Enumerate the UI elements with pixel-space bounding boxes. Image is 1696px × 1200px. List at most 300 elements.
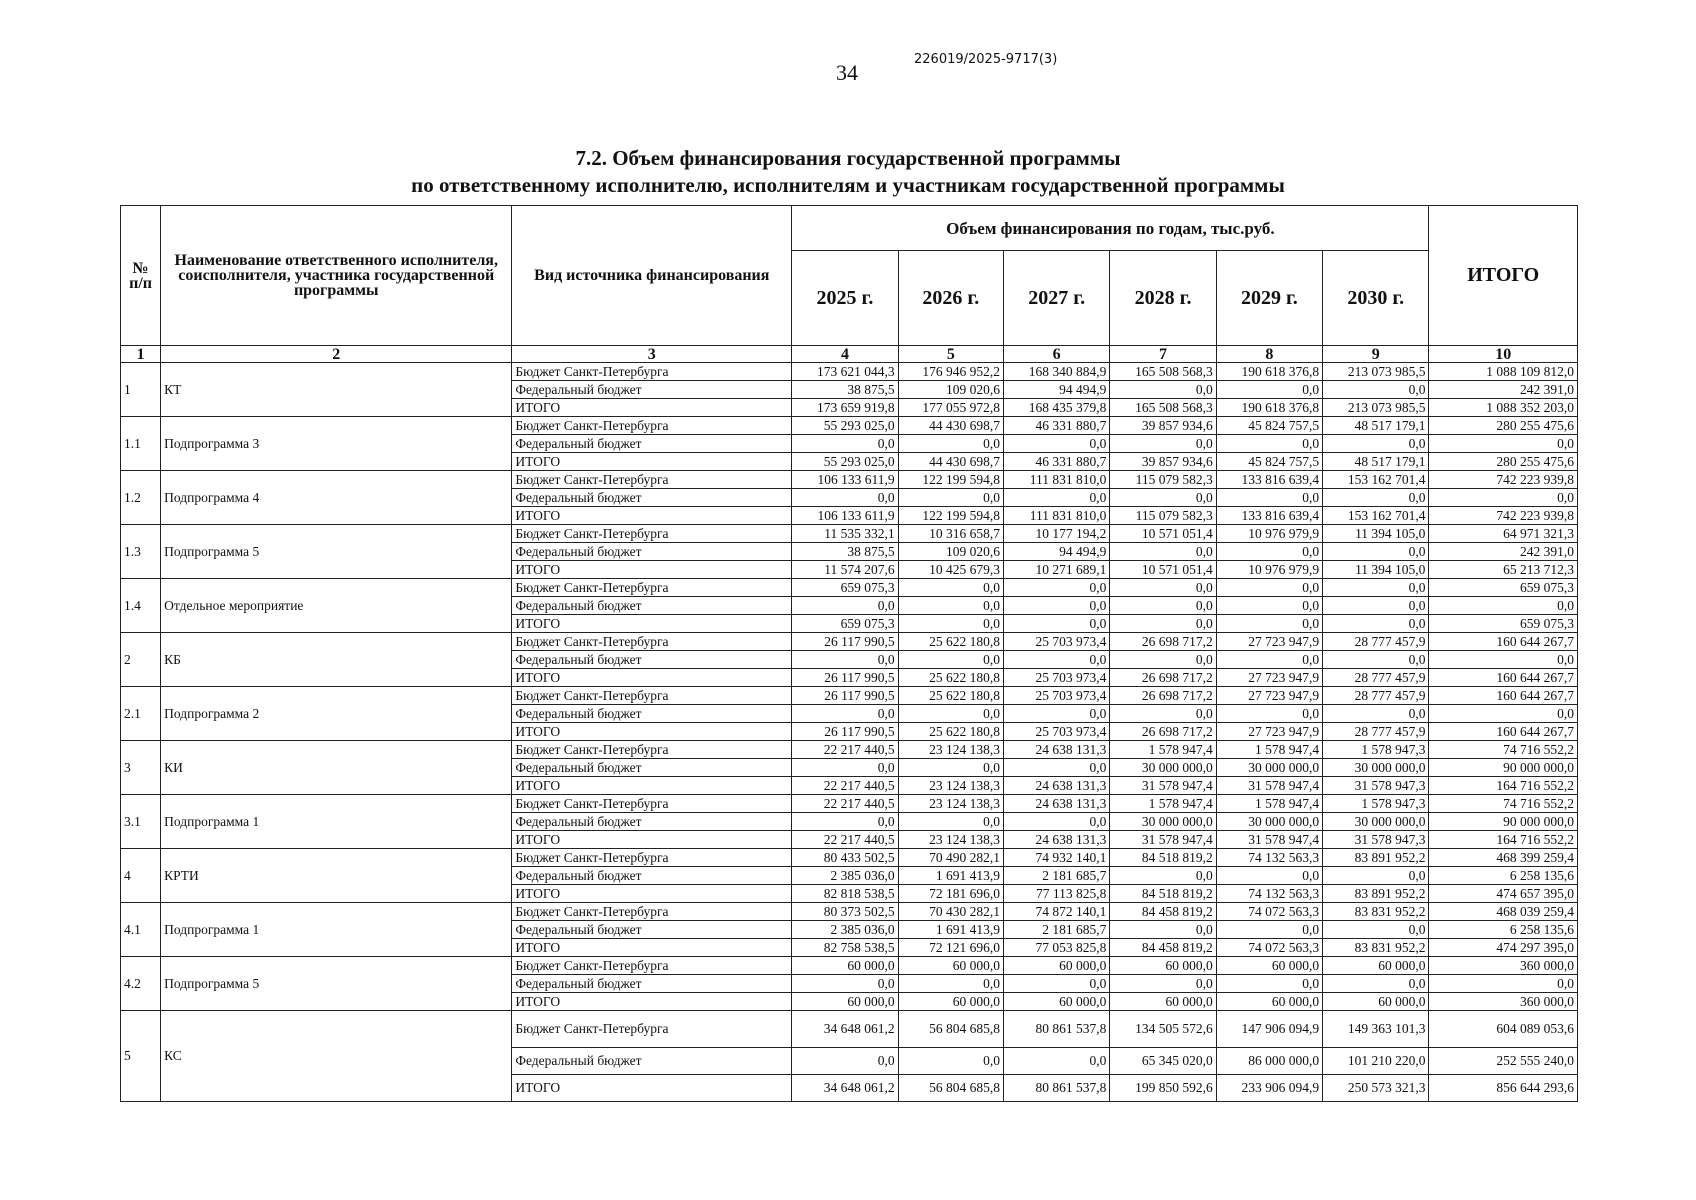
year-value: 111 831 810,0 [1004, 471, 1110, 489]
year-value: 74 132 563,3 [1216, 885, 1322, 903]
header-year-2029: 2029 г. [1216, 251, 1322, 346]
total-value: 160 644 267,7 [1429, 669, 1578, 687]
year-value: 44 430 698,7 [898, 453, 1003, 471]
year-value: 11 535 332,1 [792, 525, 898, 543]
year-value: 26 117 990,5 [792, 669, 898, 687]
header-year-2025: 2025 г. [792, 251, 898, 346]
year-value: 24 638 131,3 [1004, 741, 1110, 759]
year-value: 0,0 [1323, 867, 1429, 885]
funding-source: Федеральный бюджет [512, 1048, 792, 1075]
document-registration-number: 226019/2025-9717(3) [914, 52, 1058, 67]
year-value: 0,0 [1216, 489, 1322, 507]
year-value: 70 430 282,1 [898, 903, 1003, 921]
year-value: 24 638 131,3 [1004, 795, 1110, 813]
year-value: 1 578 947,4 [1216, 795, 1322, 813]
year-value: 34 648 061,2 [792, 1075, 898, 1102]
funding-source: Федеральный бюджет [512, 813, 792, 831]
total-value: 1 088 109 812,0 [1429, 363, 1578, 381]
year-value: 94 494,9 [1004, 381, 1110, 399]
table-title-line-1: 7.2. Объем финансирования государственной программы [575, 146, 1121, 170]
year-value: 25 703 973,4 [1004, 633, 1110, 651]
year-value: 0,0 [1110, 381, 1216, 399]
year-value: 72 121 696,0 [898, 939, 1003, 957]
year-value: 34 648 061,2 [792, 1011, 898, 1048]
total-value: 474 657 395,0 [1429, 885, 1578, 903]
year-value: 94 494,9 [1004, 543, 1110, 561]
year-value: 0,0 [1110, 705, 1216, 723]
year-value: 11 394 105,0 [1323, 561, 1429, 579]
column-index: 7 [1110, 346, 1216, 363]
year-value: 26 698 717,2 [1110, 687, 1216, 705]
year-value: 28 777 457,9 [1323, 633, 1429, 651]
year-value: 0,0 [1323, 435, 1429, 453]
year-value: 22 217 440,5 [792, 741, 898, 759]
year-value: 0,0 [1323, 597, 1429, 615]
funding-source: ИТОГО [512, 993, 792, 1011]
funding-source: ИТОГО [512, 669, 792, 687]
funding-source: Бюджет Санкт-Петербурга [512, 795, 792, 813]
year-value: 165 508 568,3 [1110, 399, 1216, 417]
header-year-2027: 2027 г. [1004, 251, 1110, 346]
year-value: 10 425 679,3 [898, 561, 1003, 579]
total-value: 160 644 267,7 [1429, 723, 1578, 741]
funding-source: ИТОГО [512, 453, 792, 471]
year-value: 0,0 [1110, 921, 1216, 939]
year-value: 82 818 538,5 [792, 885, 898, 903]
year-value: 31 578 947,4 [1110, 831, 1216, 849]
row-number: 1.3 [121, 525, 161, 579]
year-value: 10 316 658,7 [898, 525, 1003, 543]
total-value: 742 223 939,8 [1429, 507, 1578, 525]
total-value: 0,0 [1429, 975, 1578, 993]
year-value: 74 132 563,3 [1216, 849, 1322, 867]
funding-source: Федеральный бюджет [512, 381, 792, 399]
year-value: 0,0 [792, 975, 898, 993]
year-value: 23 124 138,3 [898, 831, 1003, 849]
year-value: 0,0 [1216, 435, 1322, 453]
year-value: 23 124 138,3 [898, 795, 1003, 813]
table-row [121, 741, 1578, 759]
year-value: 26 698 717,2 [1110, 723, 1216, 741]
funding-source: Бюджет Санкт-Петербурга [512, 957, 792, 975]
funding-source: Федеральный бюджет [512, 489, 792, 507]
year-value: 10 976 979,9 [1216, 561, 1322, 579]
row-number: 4.1 [121, 903, 161, 957]
total-value: 164 716 552,2 [1429, 831, 1578, 849]
year-value: 0,0 [792, 1048, 898, 1075]
year-value: 0,0 [1004, 597, 1110, 615]
executor-name: Отдельное мероприятие [161, 579, 512, 633]
year-value: 168 435 379,8 [1004, 399, 1110, 417]
column-index: 1 [121, 346, 161, 363]
funding-source: Бюджет Санкт-Петербурга [512, 525, 792, 543]
total-value: 252 555 240,0 [1429, 1048, 1578, 1075]
header-source: Вид источника финансирования [512, 206, 792, 346]
total-value: 742 223 939,8 [1429, 471, 1578, 489]
row-number: 3.1 [121, 795, 161, 849]
year-value: 72 181 696,0 [898, 885, 1003, 903]
funding-source: Федеральный бюджет [512, 543, 792, 561]
year-value: 39 857 934,6 [1110, 453, 1216, 471]
total-value: 242 391,0 [1429, 381, 1578, 399]
executor-name: Подпрограмма 5 [161, 957, 512, 1011]
year-value: 10 976 979,9 [1216, 525, 1322, 543]
year-value: 1 578 947,4 [1110, 795, 1216, 813]
year-value: 84 458 819,2 [1110, 939, 1216, 957]
year-value: 83 831 952,2 [1323, 939, 1429, 957]
executor-name: Подпрограмма 5 [161, 525, 512, 579]
header-year-2030: 2030 г. [1323, 251, 1429, 346]
row-number: 3 [121, 741, 161, 795]
year-value: 38 875,5 [792, 381, 898, 399]
year-value: 74 072 563,3 [1216, 939, 1322, 957]
year-value: 46 331 880,7 [1004, 453, 1110, 471]
funding-source: Бюджет Санкт-Петербурга [512, 633, 792, 651]
table-row [121, 363, 1578, 381]
year-value: 45 824 757,5 [1216, 453, 1322, 471]
column-index: 8 [1216, 346, 1322, 363]
year-value: 23 124 138,3 [898, 741, 1003, 759]
table-row [121, 579, 1578, 597]
year-value: 0,0 [1323, 921, 1429, 939]
year-value: 55 293 025,0 [792, 453, 898, 471]
year-value: 25 703 973,4 [1004, 687, 1110, 705]
year-value: 45 824 757,5 [1216, 417, 1322, 435]
year-value: 74 932 140,1 [1004, 849, 1110, 867]
year-value: 1 691 413,9 [898, 867, 1003, 885]
year-value: 0,0 [1110, 435, 1216, 453]
year-value: 250 573 321,3 [1323, 1075, 1429, 1102]
year-value: 0,0 [1110, 867, 1216, 885]
year-value: 0,0 [1216, 597, 1322, 615]
total-value: 1 088 352 203,0 [1429, 399, 1578, 417]
funding-source: ИТОГО [512, 831, 792, 849]
funding-source: ИТОГО [512, 1075, 792, 1102]
total-value: 74 716 552,2 [1429, 741, 1578, 759]
year-value: 115 079 582,3 [1110, 471, 1216, 489]
year-value: 30 000 000,0 [1323, 813, 1429, 831]
year-value: 60 000,0 [1110, 993, 1216, 1011]
year-value: 0,0 [1323, 651, 1429, 669]
total-value: 856 644 293,6 [1429, 1075, 1578, 1102]
table-row [121, 1011, 1578, 1048]
funding-source: Бюджет Санкт-Петербурга [512, 741, 792, 759]
financing-table [120, 205, 1578, 1102]
year-value: 0,0 [1004, 759, 1110, 777]
total-value: 360 000,0 [1429, 993, 1578, 1011]
year-value: 659 075,3 [792, 615, 898, 633]
column-index: 9 [1323, 346, 1429, 363]
total-value: 242 391,0 [1429, 543, 1578, 561]
year-value: 70 490 282,1 [898, 849, 1003, 867]
year-value: 60 000,0 [1323, 993, 1429, 1011]
table-row [121, 525, 1578, 543]
year-value: 83 891 952,2 [1323, 885, 1429, 903]
year-value: 0,0 [898, 813, 1003, 831]
table-body [121, 363, 1578, 1102]
year-value: 80 373 502,5 [792, 903, 898, 921]
funding-source: Федеральный бюджет [512, 921, 792, 939]
year-value: 48 517 179,1 [1323, 453, 1429, 471]
year-value: 44 430 698,7 [898, 417, 1003, 435]
table-row [121, 687, 1578, 705]
year-value: 27 723 947,9 [1216, 633, 1322, 651]
year-value: 0,0 [1323, 489, 1429, 507]
year-value: 1 691 413,9 [898, 921, 1003, 939]
total-value: 0,0 [1429, 705, 1578, 723]
executor-name: Подпрограмма 4 [161, 471, 512, 525]
funding-source: Федеральный бюджет [512, 597, 792, 615]
year-value: 0,0 [898, 759, 1003, 777]
year-value: 1 578 947,3 [1323, 795, 1429, 813]
year-value: 0,0 [898, 975, 1003, 993]
funding-source: Федеральный бюджет [512, 759, 792, 777]
year-value: 10 177 194,2 [1004, 525, 1110, 543]
column-index: 6 [1004, 346, 1110, 363]
funding-source: ИТОГО [512, 399, 792, 417]
year-value: 1 578 947,4 [1110, 741, 1216, 759]
table-row [121, 957, 1578, 975]
total-value: 160 644 267,7 [1429, 633, 1578, 651]
year-value: 173 621 044,3 [792, 363, 898, 381]
total-value: 64 971 321,3 [1429, 525, 1578, 543]
year-value: 74 872 140,1 [1004, 903, 1110, 921]
year-value: 0,0 [898, 435, 1003, 453]
year-value: 84 518 819,2 [1110, 885, 1216, 903]
year-value: 0,0 [1110, 543, 1216, 561]
year-value: 83 891 952,2 [1323, 849, 1429, 867]
row-number: 2.1 [121, 687, 161, 741]
total-value: 74 716 552,2 [1429, 795, 1578, 813]
year-value: 27 723 947,9 [1216, 723, 1322, 741]
year-value: 0,0 [1004, 651, 1110, 669]
funding-source: Бюджет Санкт-Петербурга [512, 363, 792, 381]
year-value: 30 000 000,0 [1216, 813, 1322, 831]
executor-name: КС [161, 1011, 512, 1102]
year-value: 213 073 985,5 [1323, 399, 1429, 417]
year-value: 30 000 000,0 [1323, 759, 1429, 777]
executor-name: КБ [161, 633, 512, 687]
year-value: 659 075,3 [792, 579, 898, 597]
year-value: 31 578 947,3 [1323, 777, 1429, 795]
year-value: 0,0 [792, 813, 898, 831]
year-value: 0,0 [792, 597, 898, 615]
header-no: № п/п [121, 206, 161, 346]
year-value: 0,0 [792, 651, 898, 669]
year-value: 0,0 [1216, 381, 1322, 399]
funding-source: ИТОГО [512, 939, 792, 957]
year-value: 0,0 [792, 435, 898, 453]
funding-source: ИТОГО [512, 777, 792, 795]
year-value: 11 394 105,0 [1323, 525, 1429, 543]
year-value: 2 181 685,7 [1004, 921, 1110, 939]
row-number: 5 [121, 1011, 161, 1102]
year-value: 22 217 440,5 [792, 831, 898, 849]
year-value: 24 638 131,3 [1004, 777, 1110, 795]
funding-source: ИТОГО [512, 723, 792, 741]
year-value: 82 758 538,5 [792, 939, 898, 957]
year-value: 0,0 [1216, 705, 1322, 723]
year-value: 28 777 457,9 [1323, 669, 1429, 687]
year-value: 106 133 611,9 [792, 471, 898, 489]
year-value: 1 578 947,4 [1216, 741, 1322, 759]
row-number: 4.2 [121, 957, 161, 1011]
total-value: 0,0 [1429, 489, 1578, 507]
column-index: 3 [512, 346, 792, 363]
year-value: 84 518 819,2 [1110, 849, 1216, 867]
year-value: 0,0 [1323, 381, 1429, 399]
table-row [121, 795, 1578, 813]
year-value: 0,0 [898, 489, 1003, 507]
year-value: 111 831 810,0 [1004, 507, 1110, 525]
year-value: 22 217 440,5 [792, 795, 898, 813]
year-value: 56 804 685,8 [898, 1011, 1003, 1048]
funding-source: Бюджет Санкт-Петербурга [512, 687, 792, 705]
year-value: 30 000 000,0 [1110, 759, 1216, 777]
year-value: 26 117 990,5 [792, 723, 898, 741]
year-value: 0,0 [898, 615, 1003, 633]
year-value: 0,0 [1216, 615, 1322, 633]
year-value: 0,0 [792, 759, 898, 777]
total-value: 6 258 135,6 [1429, 867, 1578, 885]
year-value: 60 000,0 [1323, 957, 1429, 975]
year-value: 122 199 594,8 [898, 507, 1003, 525]
year-value: 26 117 990,5 [792, 633, 898, 651]
year-value: 0,0 [898, 579, 1003, 597]
year-value: 27 723 947,9 [1216, 687, 1322, 705]
total-value: 6 258 135,6 [1429, 921, 1578, 939]
year-value: 0,0 [792, 705, 898, 723]
year-value: 60 000,0 [792, 957, 898, 975]
year-value: 25 703 973,4 [1004, 669, 1110, 687]
year-value: 80 433 502,5 [792, 849, 898, 867]
year-value: 77 053 825,8 [1004, 939, 1110, 957]
executor-name: КРТИ [161, 849, 512, 903]
year-value: 0,0 [1323, 615, 1429, 633]
table-row [121, 417, 1578, 435]
year-value: 31 578 947,3 [1323, 831, 1429, 849]
year-value: 122 199 594,8 [898, 471, 1003, 489]
year-value: 0,0 [1110, 579, 1216, 597]
year-value: 2 181 685,7 [1004, 867, 1110, 885]
executor-name: Подпрограмма 1 [161, 903, 512, 957]
year-value: 149 363 101,3 [1323, 1011, 1429, 1048]
year-value: 38 875,5 [792, 543, 898, 561]
year-value: 25 622 180,8 [898, 687, 1003, 705]
year-value: 1 578 947,3 [1323, 741, 1429, 759]
table-row [121, 903, 1578, 921]
year-value: 190 618 376,8 [1216, 399, 1322, 417]
year-value: 165 508 568,3 [1110, 363, 1216, 381]
header-volume: Объем финансирования по годам, тыс.руб. [792, 206, 1429, 251]
year-value: 60 000,0 [1216, 993, 1322, 1011]
year-value: 25 622 180,8 [898, 669, 1003, 687]
year-value: 133 816 639,4 [1216, 507, 1322, 525]
table-row [121, 849, 1578, 867]
executor-name: Подпрограмма 3 [161, 417, 512, 471]
funding-source: Федеральный бюджет [512, 435, 792, 453]
year-value: 83 831 952,2 [1323, 903, 1429, 921]
page-number: 34 [836, 60, 858, 85]
year-value: 109 020,6 [898, 543, 1003, 561]
total-value: 468 399 259,4 [1429, 849, 1578, 867]
total-value: 604 089 053,6 [1429, 1011, 1578, 1048]
year-value: 0,0 [1216, 543, 1322, 561]
year-value: 31 578 947,4 [1216, 777, 1322, 795]
funding-source: Бюджет Санкт-Петербурга [512, 579, 792, 597]
year-value: 28 777 457,9 [1323, 723, 1429, 741]
year-value: 134 505 572,6 [1110, 1011, 1216, 1048]
year-value: 84 458 819,2 [1110, 903, 1216, 921]
year-value: 213 073 985,5 [1323, 363, 1429, 381]
funding-source: ИТОГО [512, 615, 792, 633]
year-value: 11 574 207,6 [792, 561, 898, 579]
year-value: 2 385 036,0 [792, 867, 898, 885]
funding-source: Федеральный бюджет [512, 705, 792, 723]
year-value: 60 000,0 [1004, 957, 1110, 975]
year-value: 27 723 947,9 [1216, 669, 1322, 687]
year-value: 177 055 972,8 [898, 399, 1003, 417]
total-value: 65 213 712,3 [1429, 561, 1578, 579]
year-value: 60 000,0 [898, 957, 1003, 975]
row-number: 1 [121, 363, 161, 417]
year-value: 25 622 180,8 [898, 633, 1003, 651]
year-value: 0,0 [1110, 615, 1216, 633]
header-year-2028: 2028 г. [1110, 251, 1216, 346]
year-value: 26 698 717,2 [1110, 633, 1216, 651]
year-value: 0,0 [1110, 975, 1216, 993]
year-value: 0,0 [1323, 975, 1429, 993]
year-value: 0,0 [1004, 615, 1110, 633]
year-value: 0,0 [1216, 651, 1322, 669]
year-value: 147 906 094,9 [1216, 1011, 1322, 1048]
year-value: 56 804 685,8 [898, 1075, 1003, 1102]
year-value: 0,0 [1216, 579, 1322, 597]
total-value: 659 075,3 [1429, 615, 1578, 633]
year-value: 30 000 000,0 [1110, 813, 1216, 831]
year-value: 0,0 [1216, 867, 1322, 885]
year-value: 233 906 094,9 [1216, 1075, 1322, 1102]
year-value: 86 000 000,0 [1216, 1048, 1322, 1075]
funding-source: Бюджет Санкт-Петербурга [512, 471, 792, 489]
year-value: 0,0 [1216, 975, 1322, 993]
year-value: 0,0 [1110, 489, 1216, 507]
year-value: 101 210 220,0 [1323, 1048, 1429, 1075]
year-value: 0,0 [1004, 489, 1110, 507]
year-value: 0,0 [898, 597, 1003, 615]
funding-source: Бюджет Санкт-Петербурга [512, 1011, 792, 1048]
year-value: 0,0 [1323, 543, 1429, 561]
total-value: 280 255 475,6 [1429, 417, 1578, 435]
funding-source: Бюджет Санкт-Петербурга [512, 417, 792, 435]
row-number: 1.1 [121, 417, 161, 471]
funding-source: Бюджет Санкт-Петербурга [512, 903, 792, 921]
year-value: 0,0 [898, 705, 1003, 723]
executor-name: Подпрограмма 2 [161, 687, 512, 741]
table-row [121, 633, 1578, 651]
year-value: 190 618 376,8 [1216, 363, 1322, 381]
year-value: 65 345 020,0 [1110, 1048, 1216, 1075]
year-value: 10 271 689,1 [1004, 561, 1110, 579]
year-value: 24 638 131,3 [1004, 831, 1110, 849]
year-value: 0,0 [1216, 921, 1322, 939]
total-value: 474 297 395,0 [1429, 939, 1578, 957]
funding-source: ИТОГО [512, 885, 792, 903]
year-value: 60 000,0 [792, 993, 898, 1011]
year-value: 0,0 [1110, 597, 1216, 615]
header-name: Наименование ответственного исполнителя, соисполнителя, участника государственной программы [161, 206, 512, 346]
funding-source: ИТОГО [512, 507, 792, 525]
